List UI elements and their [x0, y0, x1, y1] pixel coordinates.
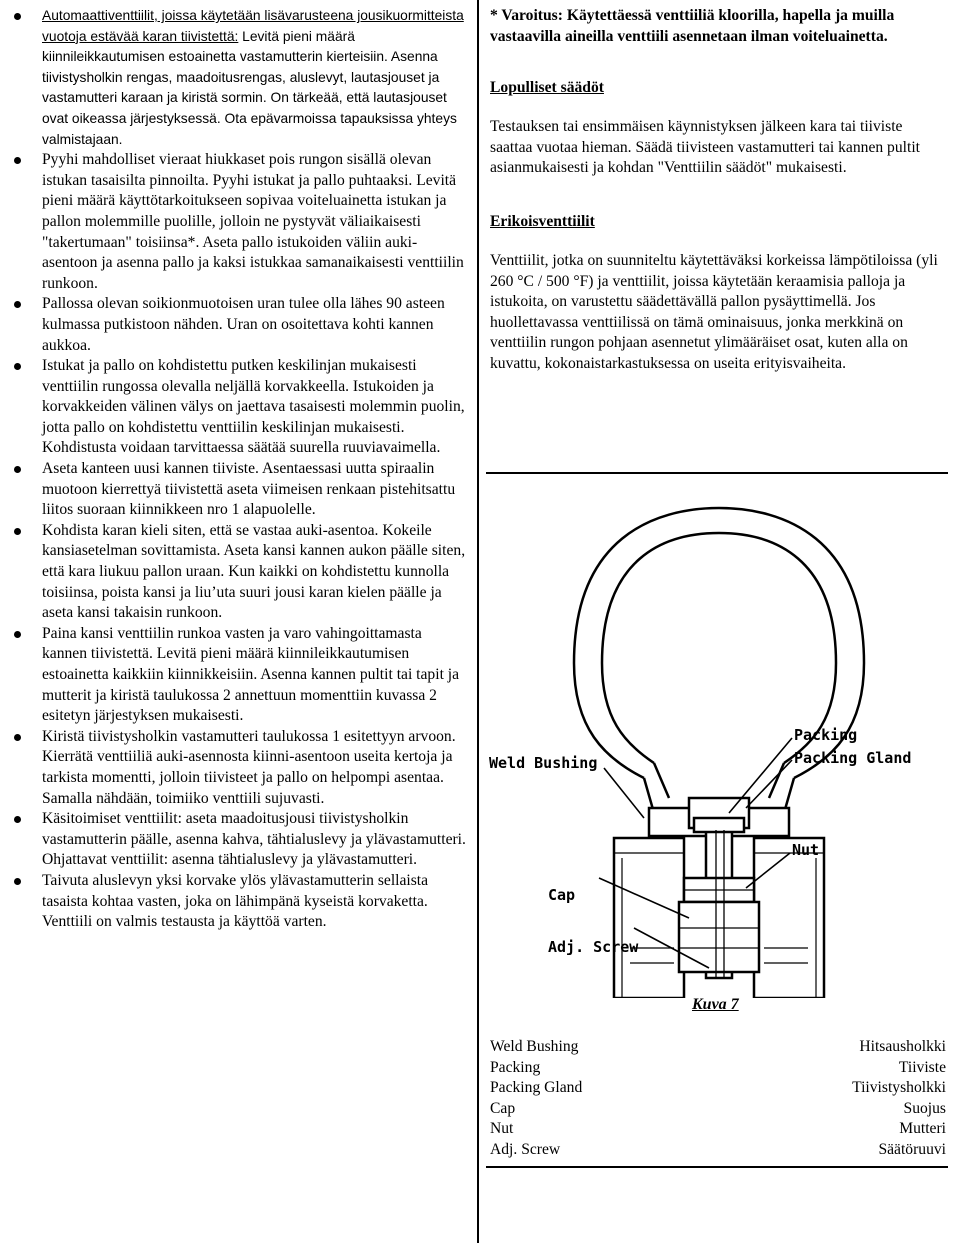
- list-item: [8, 871, 470, 933]
- legend-term-fi: Mutteri: [899, 1120, 946, 1138]
- bullet-icon: [14, 528, 21, 535]
- legend-row: [490, 1037, 946, 1058]
- legend-row: [490, 1099, 946, 1120]
- legend-term-en: Packing Gland: [490, 1079, 583, 1097]
- valve-stop-diagram: [484, 478, 954, 998]
- final-adjustments-heading: Lopulliset säädöt: [490, 79, 604, 97]
- list-item-text: Aseta kanteen uusi kannen tiiviste. Asentaessasi uutta spiraalin muotoon kierrettyä tiivistettä aseta viimeisen renkaan pistehitsattu liitos suoraan kiinnikkeen nro 1 alapuolelle.: [42, 460, 456, 519]
- list-item: [8, 809, 470, 871]
- legend-term-en: Nut: [490, 1120, 514, 1138]
- bullet-icon: [14, 631, 21, 638]
- weld-bushing-label: Weld Bushing: [489, 754, 598, 772]
- legend-row: [490, 1119, 946, 1140]
- valve-stop-figure: [484, 478, 954, 998]
- section-divider: [486, 472, 948, 474]
- list-item: [8, 521, 470, 624]
- legend-term-en: Packing: [490, 1058, 541, 1076]
- list-item-text: Paina kansi venttiilin runkoa vasten ja varo vahingoittamasta kannen tiivistettä. Levitä pieni määrä kiinnileikkautumisen estoainetta kaikkiin kiinnikkeisiin. Asenna kannen pultit tai tapit ja mutterit ja kiristä taulukossa 2 annettuun momenttiin kuvassa 2 esitetyn järjestyksen mukaisesti.: [42, 624, 460, 725]
- legend-row: [490, 1078, 946, 1099]
- automatic-valves-intro: Automaattiventtiilit, joissa käytetään lisävarusteena jousikuormitteista vuotoja estävää karan tiivistettä:: [42, 8, 464, 44]
- list-item: [8, 356, 470, 459]
- bullet-icon: [14, 157, 21, 164]
- left-column: [8, 6, 470, 933]
- legend-row: [490, 1058, 946, 1079]
- legend-term-en: Weld Bushing: [490, 1038, 579, 1055]
- legend-term-en: Adj. Screw: [490, 1140, 561, 1158]
- legend-term-fi: Säätöruuvi: [878, 1140, 946, 1158]
- bullet-icon: [14, 816, 21, 823]
- automatic-valves-text: Levitä pieni määrä kiinnileikkautumisen estoainetta vastamutterin kierteisiin. Asenna tiivistysholkin rengas, maadoitusrengas, aluslevyt, lautasjouset ja vastamutteri karaan ja kiristä sormin. On tärkeää, että lautasjouset ovat oikeassa järjestyksessä. Ota epävarmoissa tapauksissa yhteys valmistajaan.: [42, 28, 457, 147]
- special-valves-text: Venttiilit, jotka on suunniteltu käytettäväksi korkeissa lämpötiloissa (yli 260 °C / 500 °F) ja venttiilit, joissa käytetään keraamisia palloja ja istukoita, on varustettu säädettävällä pallon pysäyttimellä. Jos huollettavassa venttiilissä on tämä ominaisuus, jonka merkkinä on venttiilin rungon pohjaan asennetut ylimääräiset osat, kuten alla on kuvattu, kokonaistarkastuksessa on useita erityisvaiheita.: [490, 251, 938, 372]
- list-item: [8, 150, 470, 294]
- list-item-text: Kiristä tiivistysholkin vastamutteri taulukossa 1 esitettyyn arvoon. Kierrätä venttiiliä auki-asennosta kiinni-asentoon useita kertoja ja tarkista momentti, jolloin tiivisteet ja pallo on helpompi asentaa. Samalla nähdään, toimiiko venttiili sujuvasti.: [42, 727, 456, 807]
- packing: [694, 818, 744, 832]
- packing-label: Packing: [794, 726, 858, 744]
- list-item-text: Pyyhi mahdolliset vieraat hiukkaset pois rungon sisällä olevan istukan tasaisilta pinnoilta. Pyyhi istukat ja pallo puhtaaksi. Levitä pieni määrä käyttötarkoitukseen sopivaa voiteluainetta istukan ja pallon molemmille puolille, jolloin ne pystyvät väliaikaisesti "takertumaan" toisiinsa*. Aseta pallo istukoiden väliin auki-asentoon ja asenna pallo ja kaksi istukkaa samanaikaisesti venttiilin runkoon.: [42, 151, 464, 292]
- bullet-icon: [14, 734, 21, 741]
- valve-body-left: [614, 838, 684, 998]
- list-item-text: Pallossa olevan soikionmuotoisen uran tulee olla lähes 90 asteen kulmassa putkistoon nähden. Uran on osoitettava kohti kannen aukkoa.: [42, 295, 445, 354]
- lubricant-warning: * Varoitus: Käytettäessä venttiiliä kloorilla, hapella ja muilla vastaavilla aineilla venttiili asennetaan ilman voiteluainetta.: [490, 7, 895, 45]
- legend-row: [490, 1140, 946, 1161]
- nut-label: Nut: [792, 841, 820, 859]
- right-column: [490, 6, 948, 375]
- list-item-text: Käsitoimiset venttiilit: aseta maadoitusjousi tiivistysholkin vastamutterin päälle, asenna kahva, tähtialuslevy ja ylävastamutteri. Ohjattavat venttiilit: asenna tähtialuslevy ja ylävastamutteri.: [42, 810, 466, 869]
- legend-term-en: Cap: [490, 1099, 516, 1117]
- list-item: [8, 727, 470, 809]
- special-valves-heading: Erikoisventtiilit: [490, 212, 595, 230]
- column-divider: [477, 0, 479, 1243]
- ball-inner-left: [602, 663, 654, 763]
- bullet-icon: [14, 301, 21, 308]
- final-adjustments-text: Testauksen tai ensimmäisen käynnistyksen jälkeen kara tai tiiviste saattaa vuotaa hieman. Säädä tiivisteen vastamutteri tai kannen pultit asianmukaisesti ja kohdan "Venttiilin säädöt" mukaisesti.: [490, 118, 920, 177]
- figure-caption: Kuva 7: [692, 996, 739, 1013]
- bullet-icon: [14, 466, 21, 473]
- leader-packing: [729, 738, 792, 813]
- legend-term-fi: Suojus: [903, 1099, 946, 1117]
- list-item: [8, 624, 470, 727]
- term-legend: [490, 1037, 946, 1161]
- legend-term-fi: Tiivistysholkki: [852, 1079, 946, 1097]
- list-item-text: Istukat ja pallo on kohdistettu putken keskilinjan mukaisesti venttiilin rungossa olevalla neljällä korvakkeella. Istukoiden ja korvakkeiden välinen välys on jaettava tasaisesti molemmin puolin, jotta pallo on kohdistettu venttiilin keskilinjan mukaisesti. Kohdistusta voidaan tarvittaessa säätää suurella ruuviavaimella.: [42, 357, 465, 457]
- bottom-divider: [486, 1166, 948, 1168]
- packing-gland-label: Packing Gland: [794, 749, 912, 767]
- valve-body-right: [754, 838, 824, 998]
- assembly-steps-list: [8, 6, 470, 933]
- bullet-icon: [14, 363, 21, 370]
- legend-term-fi: Hitsausholkki: [859, 1038, 946, 1055]
- cap: [679, 902, 759, 972]
- list-item-text: Taivuta aluslevyn yksi korvake ylös ylävastamutterin sellaista tasaista kohtaa vasten, joka on lähimpänä kyseistä korvaketta. Venttiili on valmis testausta ja käyttöä varten.: [42, 871, 429, 931]
- legend-term-fi: Tiiviste: [898, 1058, 946, 1076]
- list-item: [8, 294, 470, 356]
- list-item: [8, 6, 470, 150]
- list-item: [8, 459, 470, 521]
- list-item-text: Kohdista karan kieli siten, että se vastaa auki-asentoa. Kokeile kansiasetelman sovittamista. Aseta kansi kannen aukon päälle siten, että kara liukuu pallon uraan. Kun kaikki on kohdistettu kunnolla toisiinsa, poista kansi ja liu’uta suuri jousi karan kielen päälle ja aseta kansi takaisin runkoon.: [42, 521, 466, 622]
- bullet-icon: [14, 878, 21, 885]
- bullet-icon: [14, 13, 21, 20]
- cap-label: Cap: [548, 886, 576, 904]
- adj-screw-label: Adj. Screw: [548, 938, 639, 956]
